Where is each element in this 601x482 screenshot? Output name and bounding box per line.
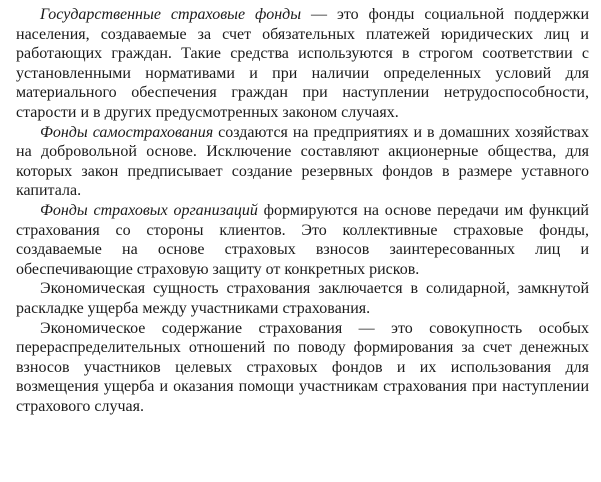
term-insurance-org-funds: Фонды страховых организаций — [40, 201, 258, 219]
paragraph-text: Экономическая сущность страхования заключается в солидарной, замкнутой раскладке ущерба между участниками страхования. — [16, 280, 589, 317]
paragraph-self-insurance-funds — [16, 123, 589, 201]
paragraph-economic-essence — [16, 279, 589, 318]
paragraph-text: Экономическое содержание страхования — это совокупность особых перераспределительных отношений по поводу формирования за счет денежных взносов участников целевых страховых фондов и их использования для возмещения ущерба и оказания помощи участникам страхования при наступлении страхового случая. — [16, 319, 589, 415]
term-state-insurance-funds: Государственные страховые фонды — [40, 6, 302, 23]
paragraph-economic-content — [16, 319, 589, 417]
paragraph-state-insurance-funds — [16, 5, 589, 123]
paragraph-text: формируются на основе передачи им функций страхования со стороны клиентов. Это коллективные страховые фонды, создаваемые на основе страховых взносов заинтересованных лиц и обеспечивающие страховую защиту от конкретных рисков. — [16, 201, 589, 278]
paragraph-text: — это фонды социальной поддержки населения, создаваемые за счет обязательных платежей юридических лиц и работающих граждан. Такие средства используются в строгом соответствии с установленными нормативами и при наличии определенных условий для материального обеспечения граждан при наступлении нетрудоспособности, старости и в других предусмотренных законом случаях. — [16, 6, 590, 121]
term-self-insurance-funds: Фонды самострахования — [40, 123, 214, 141]
paragraph-insurance-org-funds — [16, 201, 589, 279]
paragraph-text: создаются на предприятиях и в домашних хозяйствах на добровольной основе. Исключение составляют акционерные общества, для которых закон предписывает создание резервных фондов в размере уставного капитала. — [16, 123, 590, 200]
